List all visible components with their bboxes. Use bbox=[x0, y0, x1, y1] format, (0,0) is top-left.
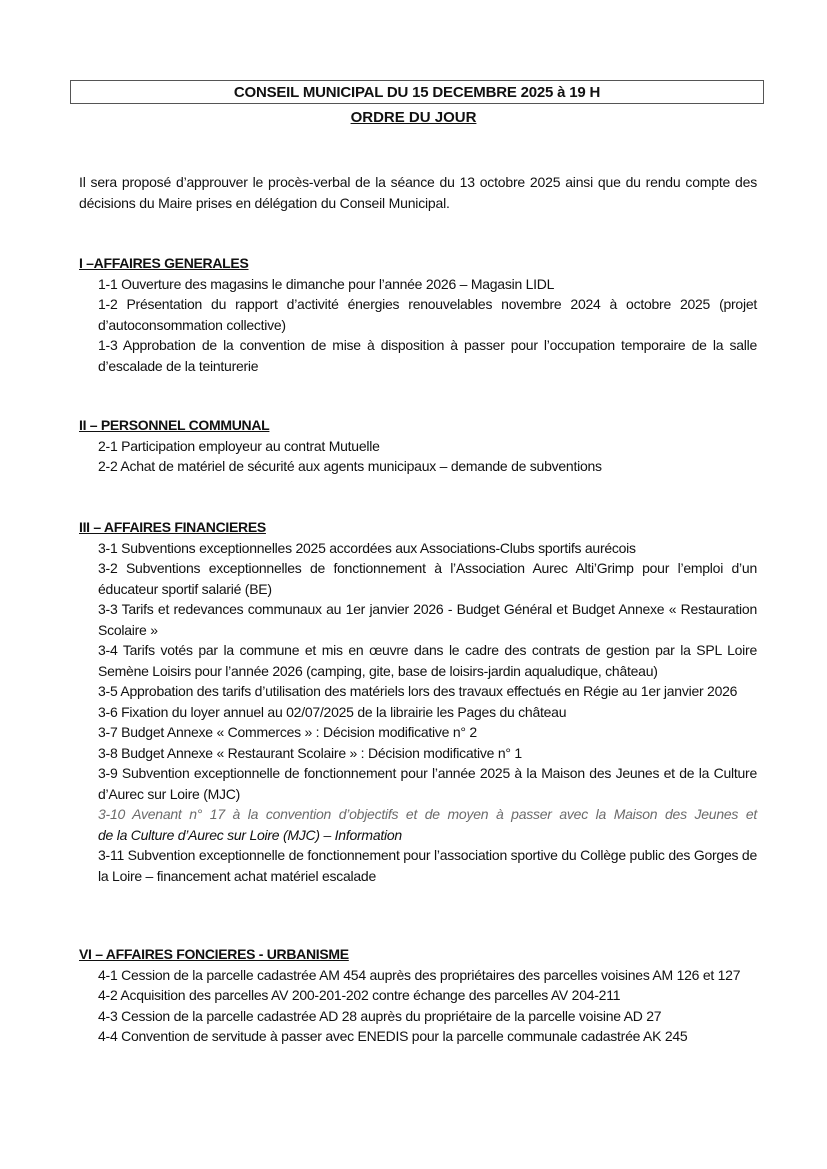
agenda-item-2-1: 2-1 Participation employeur au contrat Mutuelle bbox=[98, 437, 380, 454]
agenda-item-3-3: 3-3 Tarifs et redevances communaux au 1er janvier 2026 - Budget Général et Budget Annexe « Restauration Scolaire » bbox=[98, 601, 757, 638]
agenda-item-3-1: 3-1 Subventions exceptionnelles 2025 accordées aux Associations-Clubs sportifs aurécois bbox=[98, 539, 636, 556]
agenda-item-3-6: 3-6 Fixation du loyer annuel au 02/07/2025 de la librairie les Pages du château bbox=[98, 703, 567, 720]
agenda-item-4-4: 4-4 Convention de servitude à passer avec ENEDIS pour la parcelle communale cadastrée AK 245 bbox=[98, 1028, 688, 1044]
meeting-title-box bbox=[70, 80, 764, 104]
agenda-item-3-10-line2: de la Culture d’Aurec sur Loire (MJC) – Information bbox=[98, 826, 402, 843]
section-title: III – AFFAIRES FINANCIERES bbox=[79, 519, 266, 535]
section-affaires-financieres bbox=[79, 517, 757, 886]
agenda-item-3-7: 3-7 Budget Annexe « Commerces » : Décision modificative n° 2 bbox=[98, 724, 477, 740]
agenda-item-2-2: 2-2 Achat de matériel de sécurité aux agents municipaux – demande de subventions bbox=[98, 458, 602, 474]
agenda-item-1-1: 1-1 Ouverture des magasins le dimanche pour l’année 2026 – Magasin LIDL bbox=[98, 275, 555, 292]
section-title: II – PERSONNEL COMMUNAL bbox=[79, 417, 270, 433]
meeting-title: CONSEIL MUNICIPAL DU 15 DECEMBRE 2025 à 19 H bbox=[233, 83, 601, 101]
section-affaires-foncieres-urbanisme bbox=[79, 944, 757, 1047]
section-title: VI – AFFAIRES FONCIERES - URBANISME bbox=[79, 946, 349, 962]
agenda-item-3-2: 3-2 Subventions exceptionnelles de fonctionnement à l’Association Aurec Alti’Grimp pour l’emploi d’un éducateur sportif salarié (BE) bbox=[98, 560, 757, 597]
section-title: I –AFFAIRES GENERALES bbox=[79, 255, 249, 271]
agenda-item-4-1: 4-1 Cession de la parcelle cadastrée AM 454 auprès des propriétaires des parcelles voisines AM 126 et 127 bbox=[98, 966, 741, 983]
agenda-item-4-3: 4-3 Cession de la parcelle cadastrée AD 28 auprès du propriétaire de la parcelle voisine AD 27 bbox=[98, 1007, 662, 1024]
agenda-item-1-3: 1-3 Approbation de la convention de mise à disposition à passer pour l’occupation temporaire de la salle d’escalade de la teinturerie bbox=[98, 337, 757, 374]
section-affaires-generales bbox=[79, 253, 757, 376]
agenda-item-3-10-line1: 3-10 Avenant n° 17 à la convention d’objectifs et de moyen à passer avec la Maison des Jeunes et bbox=[98, 806, 757, 822]
agenda-item-3-10 bbox=[98, 804, 757, 845]
agenda-item-3-5: 3-5 Approbation des tarifs d’utilisation des matériels lors des travaux effectués en Régie au 1er janvier 2026 bbox=[98, 683, 738, 699]
agenda-heading: ORDRE DU JOUR bbox=[350, 109, 477, 126]
agenda-item-3-11: 3-11 Subvention exceptionnelle de fonctionnement pour l’association sportive du Collège public des Gorges de la Loire – financement achat matériel escalade bbox=[98, 847, 757, 884]
intro-paragraph: Il sera proposé d’approuver le procès-verbal de la séance du 13 octobre 2025 ainsi que du rendu compte des décisions du Maire prises en délégation du Conseil Municipal. bbox=[79, 174, 757, 211]
agenda-item-3-8: 3-8 Budget Annexe « Restaurant Scolaire » : Décision modificative n° 1 bbox=[98, 744, 522, 761]
agenda-item-1-2: 1-2 Présentation du rapport d’activité énergies renouvelables novembre 2024 à octobre 2025 (projet d’autoconsommation collective) bbox=[98, 296, 757, 333]
section-personnel-communal bbox=[79, 415, 757, 477]
agenda-item-3-4: 3-4 Tarifs votés par la commune et mis en œuvre dans le cadre des contrats de gestion par la SPL Loire Semène Loisirs pour l’année 2026 (camping, gite, base de loisirs-jardin aqualudique, château) bbox=[98, 642, 757, 679]
agenda-item-4-2: 4-2 Acquisition des parcelles AV 200-201-202 contre échange des parcelles AV 204-211 bbox=[98, 987, 621, 1003]
agenda-item-3-9: 3-9 Subvention exceptionnelle de fonctionnement pour l’année 2025 à la Maison des Jeunes et de la Culture d’Aurec sur Loire (MJC) bbox=[98, 765, 757, 802]
